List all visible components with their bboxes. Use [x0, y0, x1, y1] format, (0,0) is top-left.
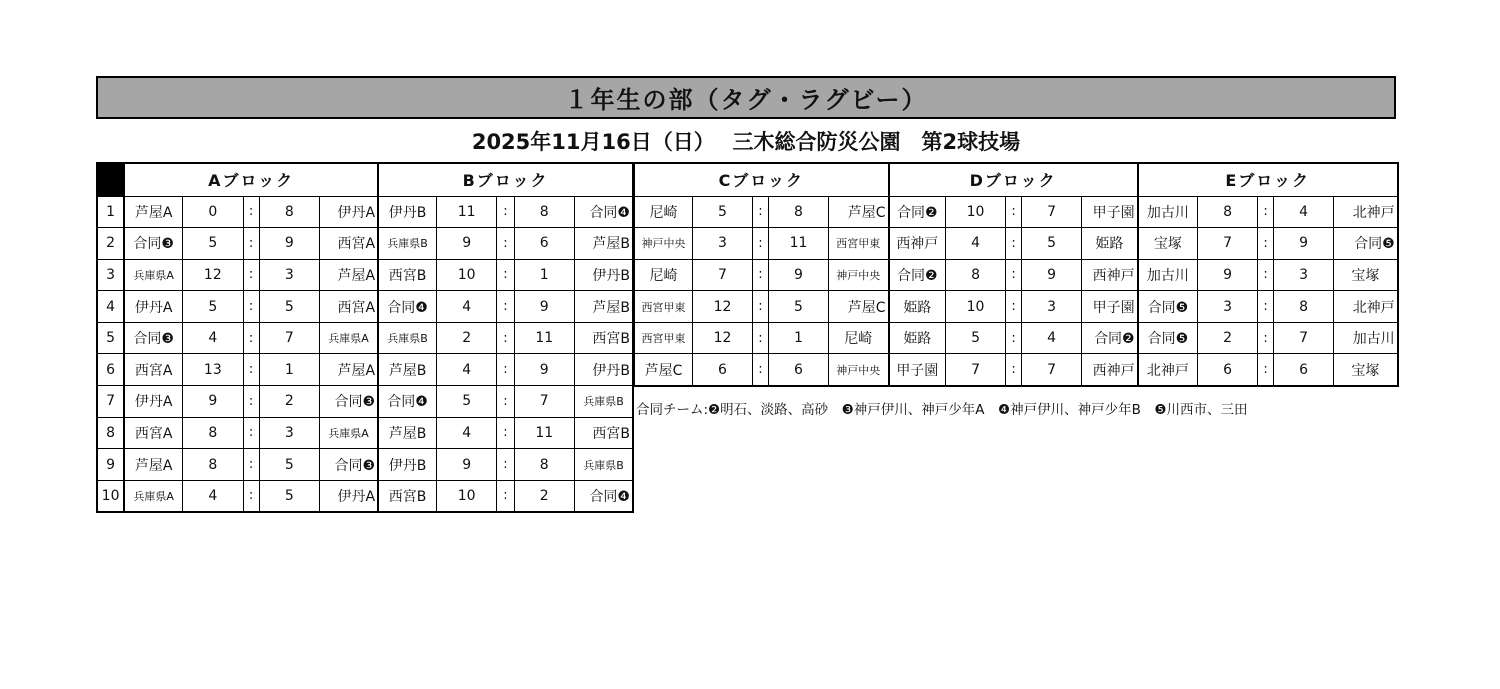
away-score: 5: [769, 291, 829, 323]
table-row: [635, 196, 1398, 228]
away-score: 6: [769, 354, 829, 386]
home-score: 3: [1198, 291, 1258, 323]
home-score: 7: [946, 354, 1006, 386]
score-separator: :: [243, 228, 259, 260]
score-separator: :: [1258, 228, 1274, 260]
away-score: 8: [514, 196, 574, 228]
home-score: 4: [436, 291, 496, 323]
home-score: 6: [1198, 354, 1258, 386]
away-score: 7: [1274, 322, 1334, 354]
away-score: 6: [514, 228, 574, 260]
away-team: 合同❸: [320, 449, 378, 481]
block-b-header: Bブロック: [378, 163, 633, 196]
home-score: 12: [183, 259, 243, 291]
away-team: 神戸中央: [829, 259, 889, 291]
home-score: 5: [693, 196, 753, 228]
home-score: 9: [436, 228, 496, 260]
home-score: 5: [436, 386, 496, 418]
home-team: 宝塚: [1138, 228, 1198, 260]
home-team: 姫路: [889, 322, 946, 354]
away-team: 尼崎: [829, 322, 889, 354]
home-team: 兵庫県B: [378, 322, 436, 354]
home-team: 伊丹A: [124, 291, 182, 323]
away-team: 伊丹B: [574, 259, 633, 291]
away-team: 神戸中央: [829, 354, 889, 386]
home-score: 10: [946, 196, 1006, 228]
table-row: [97, 228, 633, 260]
home-team: 姫路: [889, 291, 946, 323]
away-score: 5: [1022, 228, 1082, 260]
score-separator: :: [243, 354, 259, 386]
away-team: 伊丹B: [574, 354, 633, 386]
score-separator: :: [243, 291, 259, 323]
away-score: 11: [769, 228, 829, 260]
score-separator: :: [753, 291, 769, 323]
table-row: [97, 259, 633, 291]
table-row: [635, 322, 1398, 354]
away-team: 芦屋B: [574, 291, 633, 323]
away-score: 8: [1274, 291, 1334, 323]
score-separator: :: [497, 259, 514, 291]
home-team: 兵庫県A: [124, 480, 182, 512]
home-team: 芦屋C: [635, 354, 693, 386]
table-row: [97, 386, 633, 418]
away-team: 芦屋A: [320, 354, 378, 386]
home-score: 7: [693, 259, 753, 291]
away-score: 3: [1022, 291, 1082, 323]
home-score: 4: [183, 480, 243, 512]
schedule-table-ab: [96, 162, 634, 513]
home-score: 12: [693, 291, 753, 323]
score-separator: :: [1006, 228, 1022, 260]
home-score: 2: [1198, 322, 1258, 354]
home-team: 合同❹: [378, 386, 436, 418]
away-score: 11: [514, 322, 574, 354]
score-separator: :: [497, 196, 514, 228]
home-score: 9: [436, 449, 496, 481]
score-separator: :: [497, 322, 514, 354]
home-team: 合同❹: [378, 291, 436, 323]
home-team: 伊丹A: [124, 386, 182, 418]
home-team: 合同❷: [889, 259, 946, 291]
away-score: 5: [259, 449, 319, 481]
away-score: 9: [1022, 259, 1082, 291]
away-score: 7: [514, 386, 574, 418]
away-score: 4: [1274, 196, 1334, 228]
away-team: 兵庫県A: [320, 417, 378, 449]
away-team: 兵庫県A: [320, 322, 378, 354]
away-team: 合同❷: [1082, 322, 1138, 354]
away-team: 加古川: [1334, 322, 1398, 354]
home-score: 6: [693, 354, 753, 386]
away-team: 甲子園: [1082, 196, 1138, 228]
home-score: 7: [1198, 228, 1258, 260]
home-score: 8: [946, 259, 1006, 291]
table-row: [97, 291, 633, 323]
table-row: [97, 417, 633, 449]
away-team: 宝塚: [1334, 354, 1398, 386]
home-team: 尼崎: [635, 196, 693, 228]
home-team: 西宮甲東: [635, 291, 693, 323]
home-score: 4: [436, 354, 496, 386]
home-team: 伊丹B: [378, 196, 436, 228]
home-team: 合同❸: [124, 228, 182, 260]
round-number: 4: [97, 291, 124, 323]
away-team: 西宮B: [574, 417, 633, 449]
away-team: 西神戸: [1082, 259, 1138, 291]
away-score: 1: [259, 354, 319, 386]
away-team: 合同❹: [574, 196, 633, 228]
joint-team-note: 合同チーム:❷明石、淡路、高砂 ❸神戸伊川、神戸少年A ❹神戸伊川、神戸少年B ❺川西市、三田: [636, 402, 1248, 418]
home-score: 9: [1198, 259, 1258, 291]
block-e-header: Eブロック: [1138, 163, 1398, 196]
away-score: 3: [1274, 259, 1334, 291]
away-score: 4: [1022, 322, 1082, 354]
table-row: [635, 259, 1398, 291]
away-team: 合同❸: [320, 386, 378, 418]
home-team: 西神戸: [889, 228, 946, 260]
home-team: 兵庫県A: [124, 259, 182, 291]
home-score: 9: [183, 386, 243, 418]
home-score: 8: [183, 449, 243, 481]
score-separator: :: [243, 449, 259, 481]
away-team: 芦屋C: [829, 291, 889, 323]
home-score: 13: [183, 354, 243, 386]
home-team: 芦屋B: [378, 417, 436, 449]
away-team: 伊丹A: [320, 480, 378, 512]
home-team: 甲子園: [889, 354, 946, 386]
block-c-header: Cブロック: [635, 163, 889, 196]
away-team: 兵庫県B: [574, 386, 633, 418]
page-title: １年生の部（タグ・ラグビー）: [96, 76, 1396, 119]
table-row: [97, 322, 633, 354]
score-separator: :: [243, 386, 259, 418]
score-separator: :: [1258, 354, 1274, 386]
away-score: 8: [514, 449, 574, 481]
round-number: 1: [97, 196, 124, 228]
away-score: 9: [1274, 228, 1334, 260]
home-score: 4: [183, 322, 243, 354]
round-number: 2: [97, 228, 124, 260]
table-row: [97, 354, 633, 386]
home-score: 4: [436, 417, 496, 449]
home-score: 11: [436, 196, 496, 228]
round-number: 9: [97, 449, 124, 481]
home-team: 西宮B: [378, 259, 436, 291]
home-score: 4: [946, 228, 1006, 260]
home-score: 0: [183, 196, 243, 228]
away-score: 1: [769, 322, 829, 354]
corner-cell: [97, 163, 124, 196]
home-team: 合同❸: [124, 322, 182, 354]
home-team: 芦屋A: [124, 449, 182, 481]
event-date-venue: 2025年11月16日（日） 三木総合防災公園 第2球技場: [471, 130, 1021, 154]
round-number: 3: [97, 259, 124, 291]
score-separator: :: [1006, 354, 1022, 386]
home-score: 12: [693, 322, 753, 354]
table-row: [635, 291, 1398, 323]
home-team: 西宮A: [124, 417, 182, 449]
score-separator: :: [243, 196, 259, 228]
score-separator: :: [753, 259, 769, 291]
home-team: 合同❺: [1138, 322, 1198, 354]
score-separator: :: [243, 259, 259, 291]
home-score: 10: [946, 291, 1006, 323]
score-separator: :: [497, 291, 514, 323]
home-team: 芦屋A: [124, 196, 182, 228]
away-score: 2: [514, 480, 574, 512]
away-score: 3: [259, 417, 319, 449]
home-score: 8: [183, 417, 243, 449]
home-team: 西宮B: [378, 480, 436, 512]
home-score: 5: [183, 228, 243, 260]
home-team: 合同❺: [1138, 291, 1198, 323]
score-separator: :: [1006, 259, 1022, 291]
schedule-table-cde: [634, 162, 1399, 387]
away-score: 7: [259, 322, 319, 354]
away-score: 9: [514, 291, 574, 323]
home-team: 兵庫県B: [378, 228, 436, 260]
away-team: 西宮A: [320, 291, 378, 323]
home-team: 西宮甲東: [635, 322, 693, 354]
table-row: [97, 480, 633, 512]
home-team: 北神戸: [1138, 354, 1198, 386]
away-score: 3: [259, 259, 319, 291]
score-separator: :: [497, 417, 514, 449]
score-separator: :: [1006, 291, 1022, 323]
score-separator: :: [497, 449, 514, 481]
round-number: 10: [97, 480, 124, 512]
away-team: 伊丹A: [320, 196, 378, 228]
home-team: 加古川: [1138, 259, 1198, 291]
table-row: [97, 449, 633, 481]
away-team: 西宮B: [574, 322, 633, 354]
away-team: 芦屋A: [320, 259, 378, 291]
round-number: 8: [97, 417, 124, 449]
block-a-header: Aブロック: [124, 163, 378, 196]
home-score: 2: [436, 322, 496, 354]
home-score: 10: [436, 480, 496, 512]
score-separator: :: [753, 196, 769, 228]
away-team: 合同❺: [1334, 228, 1398, 260]
home-team: 芦屋B: [378, 354, 436, 386]
away-team: 西宮A: [320, 228, 378, 260]
away-team: 兵庫県B: [574, 449, 633, 481]
away-score: 8: [769, 196, 829, 228]
away-team: 芦屋B: [574, 228, 633, 260]
score-separator: :: [497, 228, 514, 260]
table-row: [635, 228, 1398, 260]
away-score: 9: [769, 259, 829, 291]
away-team: 芦屋C: [829, 196, 889, 228]
away-team: 西宮甲東: [829, 228, 889, 260]
score-separator: :: [243, 480, 259, 512]
away-score: 8: [259, 196, 319, 228]
home-score: 10: [436, 259, 496, 291]
table-row: [97, 196, 633, 228]
score-separator: :: [243, 417, 259, 449]
away-team: 甲子園: [1082, 291, 1138, 323]
score-separator: :: [1258, 291, 1274, 323]
away-score: 5: [259, 480, 319, 512]
score-separator: :: [243, 322, 259, 354]
score-separator: :: [1258, 196, 1274, 228]
score-separator: :: [1258, 259, 1274, 291]
score-separator: :: [1006, 322, 1022, 354]
away-team: 姫路: [1082, 228, 1138, 260]
away-team: 北神戸: [1334, 196, 1398, 228]
home-score: 5: [946, 322, 1006, 354]
home-team: 西宮A: [124, 354, 182, 386]
score-separator: :: [1006, 196, 1022, 228]
away-score: 6: [1274, 354, 1334, 386]
block-d-header: Dブロック: [889, 163, 1138, 196]
score-separator: :: [753, 322, 769, 354]
score-separator: :: [497, 386, 514, 418]
round-number: 5: [97, 322, 124, 354]
away-team: 宝塚: [1334, 259, 1398, 291]
home-score: 5: [183, 291, 243, 323]
table-row: [635, 354, 1398, 386]
away-score: 1: [514, 259, 574, 291]
score-separator: :: [1258, 322, 1274, 354]
away-team: 西神戸: [1082, 354, 1138, 386]
home-score: 3: [693, 228, 753, 260]
score-separator: :: [497, 480, 514, 512]
round-number: 7: [97, 386, 124, 418]
away-score: 7: [1022, 196, 1082, 228]
home-team: 尼崎: [635, 259, 693, 291]
home-team: 伊丹B: [378, 449, 436, 481]
away-score: 5: [259, 291, 319, 323]
home-team: 合同❷: [889, 196, 946, 228]
home-team: 加古川: [1138, 196, 1198, 228]
home-team: 神戸中央: [635, 228, 693, 260]
away-team: 北神戸: [1334, 291, 1398, 323]
score-separator: :: [753, 354, 769, 386]
score-separator: :: [753, 228, 769, 260]
score-separator: :: [497, 354, 514, 386]
home-score: 8: [1198, 196, 1258, 228]
away-team: 合同❹: [574, 480, 633, 512]
away-score: 2: [259, 386, 319, 418]
round-number: 6: [97, 354, 124, 386]
away-score: 11: [514, 417, 574, 449]
away-score: 7: [1022, 354, 1082, 386]
away-score: 9: [514, 354, 574, 386]
away-score: 9: [259, 228, 319, 260]
